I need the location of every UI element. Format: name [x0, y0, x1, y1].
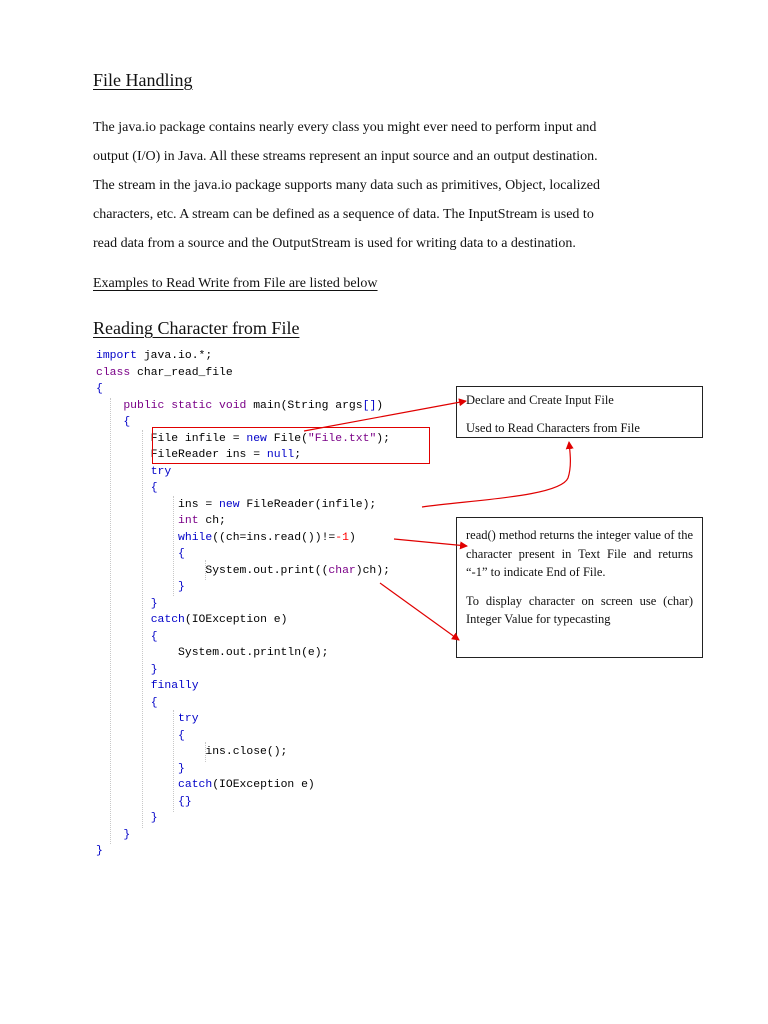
- code-token: System.out.print((: [96, 564, 329, 577]
- code-token: java.io.*;: [137, 350, 213, 362]
- code-token: {: [96, 383, 103, 395]
- code-token: try: [150, 465, 172, 478]
- code-token: catch: [178, 779, 213, 791]
- code-token: public static void: [123, 399, 247, 412]
- code-token: catch: [150, 614, 185, 626]
- arrow-read-method: [394, 539, 467, 546]
- code-token: }: [150, 812, 158, 824]
- code-token: FileReader(infile);: [239, 498, 377, 511]
- callout-text: To display character on screen use (char) Integer Value for typecasting: [466, 593, 693, 626]
- code-token: (IOException e): [184, 614, 288, 626]
- code-token: new: [246, 432, 267, 445]
- code-token: ins =: [96, 498, 220, 511]
- section-heading-reading-character: Reading Character from File: [93, 318, 300, 338]
- section-heading-file-handling: File Handling: [93, 70, 193, 90]
- code-token: ;: [294, 449, 302, 461]
- code-token: {: [150, 630, 158, 643]
- paragraph-line: output (I/O) in Java. All these streams represent an input source and an output destination.: [93, 149, 598, 164]
- code-token: {: [178, 729, 185, 742]
- code-token: }: [178, 581, 185, 593]
- code-token: new: [219, 498, 240, 511]
- code-token: try: [178, 713, 199, 725]
- callout-text: read() method returns the integer value of the character present in Text File and returns “-1” to indicate End of File.: [466, 528, 693, 579]
- callout-text: Used to Read Characters from File: [466, 421, 640, 435]
- code-token: }: [96, 845, 103, 857]
- code-token: -1: [335, 531, 349, 544]
- code-token: "File.txt": [307, 432, 377, 445]
- paragraph-line: read data from a source and the OutputStream is used for writing data to a destination.: [93, 236, 576, 251]
- code-token: finally: [150, 680, 199, 692]
- code-token: ch;: [198, 515, 226, 527]
- code-token: char_read_file: [130, 366, 233, 379]
- code-token: while: [178, 531, 213, 544]
- code-token: main(String args: [246, 399, 363, 412]
- code-token: char: [328, 564, 356, 577]
- callout-text: Declare and Create Input File: [466, 393, 614, 407]
- code-token: {}: [178, 795, 192, 808]
- code-token: {: [178, 548, 185, 560]
- code-token: import: [96, 350, 138, 362]
- examples-heading: Examples to Read Write from File are listed below: [93, 276, 378, 291]
- code-token: null: [266, 449, 295, 461]
- code-token: ): [376, 399, 384, 412]
- code-token: File infile =: [96, 432, 247, 445]
- code-token: int: [178, 515, 199, 527]
- paragraph-line: characters, etc. A stream can be defined as a sequence of data. The InputStream is used to: [93, 207, 594, 222]
- code-token: {: [123, 416, 131, 428]
- code-token: System.out.println(e);: [96, 647, 329, 659]
- code-token: ((ch=ins.read())!=: [212, 531, 336, 544]
- code-token: ): [348, 531, 356, 544]
- code-token: ins.close();: [96, 746, 288, 758]
- code-token: {: [150, 696, 158, 709]
- arrow-char-cast: [380, 583, 459, 640]
- code-token: FileReader ins =: [96, 449, 267, 461]
- code-token: []: [362, 399, 377, 412]
- arrow-filereader: [422, 442, 570, 507]
- code-token: {: [150, 482, 158, 494]
- code-token: }: [178, 762, 185, 775]
- paragraph-line: The stream in the java.io package supports many data such as primitives, Object, localized: [93, 178, 600, 193]
- code-token: File(: [266, 432, 308, 445]
- code-token: (IOException e): [212, 779, 315, 791]
- code-token: }: [150, 597, 158, 610]
- code-token: );: [376, 432, 390, 445]
- code-token: }: [150, 663, 158, 676]
- code-token: )ch);: [355, 564, 390, 577]
- code-token: }: [123, 828, 131, 841]
- code-token: class: [96, 366, 131, 379]
- arrow-declare: [304, 401, 466, 431]
- paragraph-line: The java.io package contains nearly every class you might ever need to perform input and: [93, 120, 597, 135]
